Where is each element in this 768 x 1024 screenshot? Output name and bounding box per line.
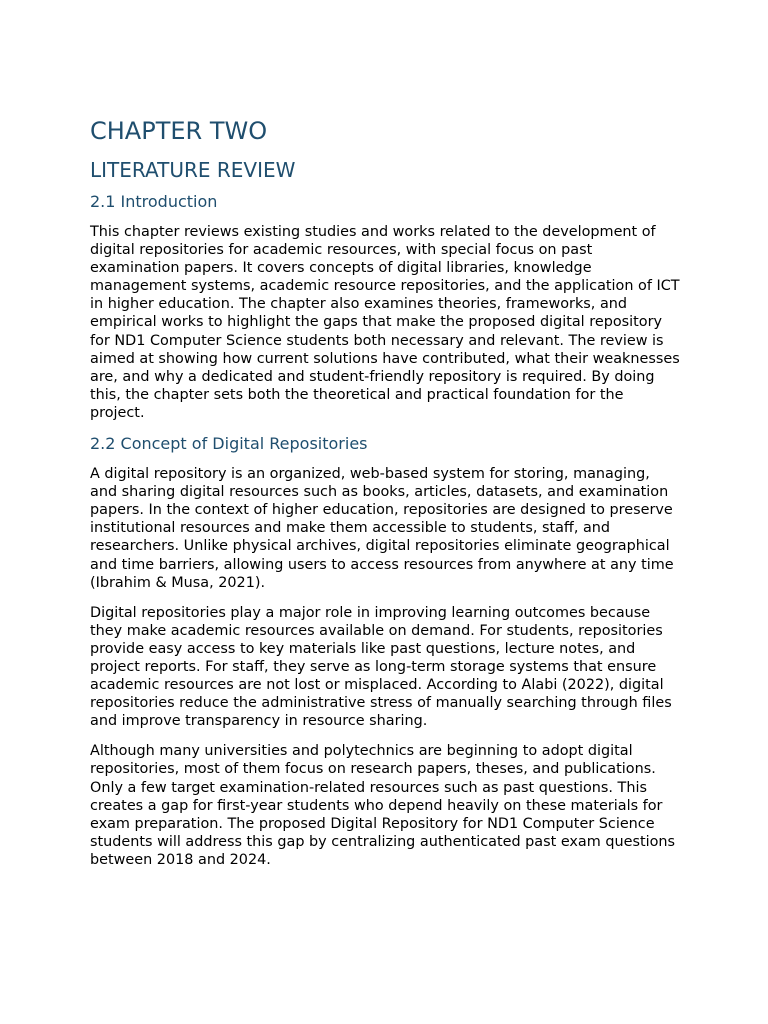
chapter-title: CHAPTER TWO [90,117,268,145]
section-heading-digital-repositories: 2.2 Concept of Digital Repositories [90,434,368,454]
introduction-paragraph: This chapter reviews existing studies and works related to the development of digital repositories for academic resources, with special focus on past examination papers. It covers concepts of digital libraries, knowledge management systems, academic resource repositories, and the application of ICT in higher education. The chapter also examines theories, frameworks, and empirical works to highlight the gaps that make the proposed digital repository for ND1 Computer Science students both necessary and relevant. The review is aimed at showing how current solutions have contributed, what their weaknesses are, and why a dedicated and student-friendly repository is required. By doing this, the chapter sets both the theoretical and practical foundation for the project. [90,224,680,421]
repositories-paragraph-1: A digital repository is an organized, web-based system for storing, managing, and sharing digital resources such as books, articles, datasets, and examination papers. In the context of higher education, repositories are designed to preserve institutional resources and make them accessible to students, staff, and researchers. Unlike physical archives, digital repositories eliminate geographical and time barriers, allowing users to access resources from anywhere at any time (Ibrahim & Musa, 2021). [90,466,674,591]
repositories-paragraph-3: Although many universities and polytechnics are beginning to adopt digital repositories, most of them focus on research papers, theses, and publications. Only a few target examination-related resources such as past questions. This creates a gap for first-year students who depend heavily on these materials for exam preparation. The proposed Digital Repository for ND1 Computer Science students will address this gap by centralizing authenticated past exam questions between 2018 and 2024. [90,743,676,868]
chapter-heading: LITERATURE REVIEW [90,158,296,182]
section-heading-introduction: 2.1 Introduction [90,192,218,211]
repositories-paragraph-2: Digital repositories play a major role in improving learning outcomes because they make academic resources available on demand. For students, repositories provide easy access to key materials like past questions, lecture notes, and project reports. For staff, they serve as long-term storage systems that ensure academic resources are not lost or misplaced. According to Alabi (2022), digital repositories reduce the administrative stress of manually searching through files and improve transparency in resource sharing. [90,604,672,730]
